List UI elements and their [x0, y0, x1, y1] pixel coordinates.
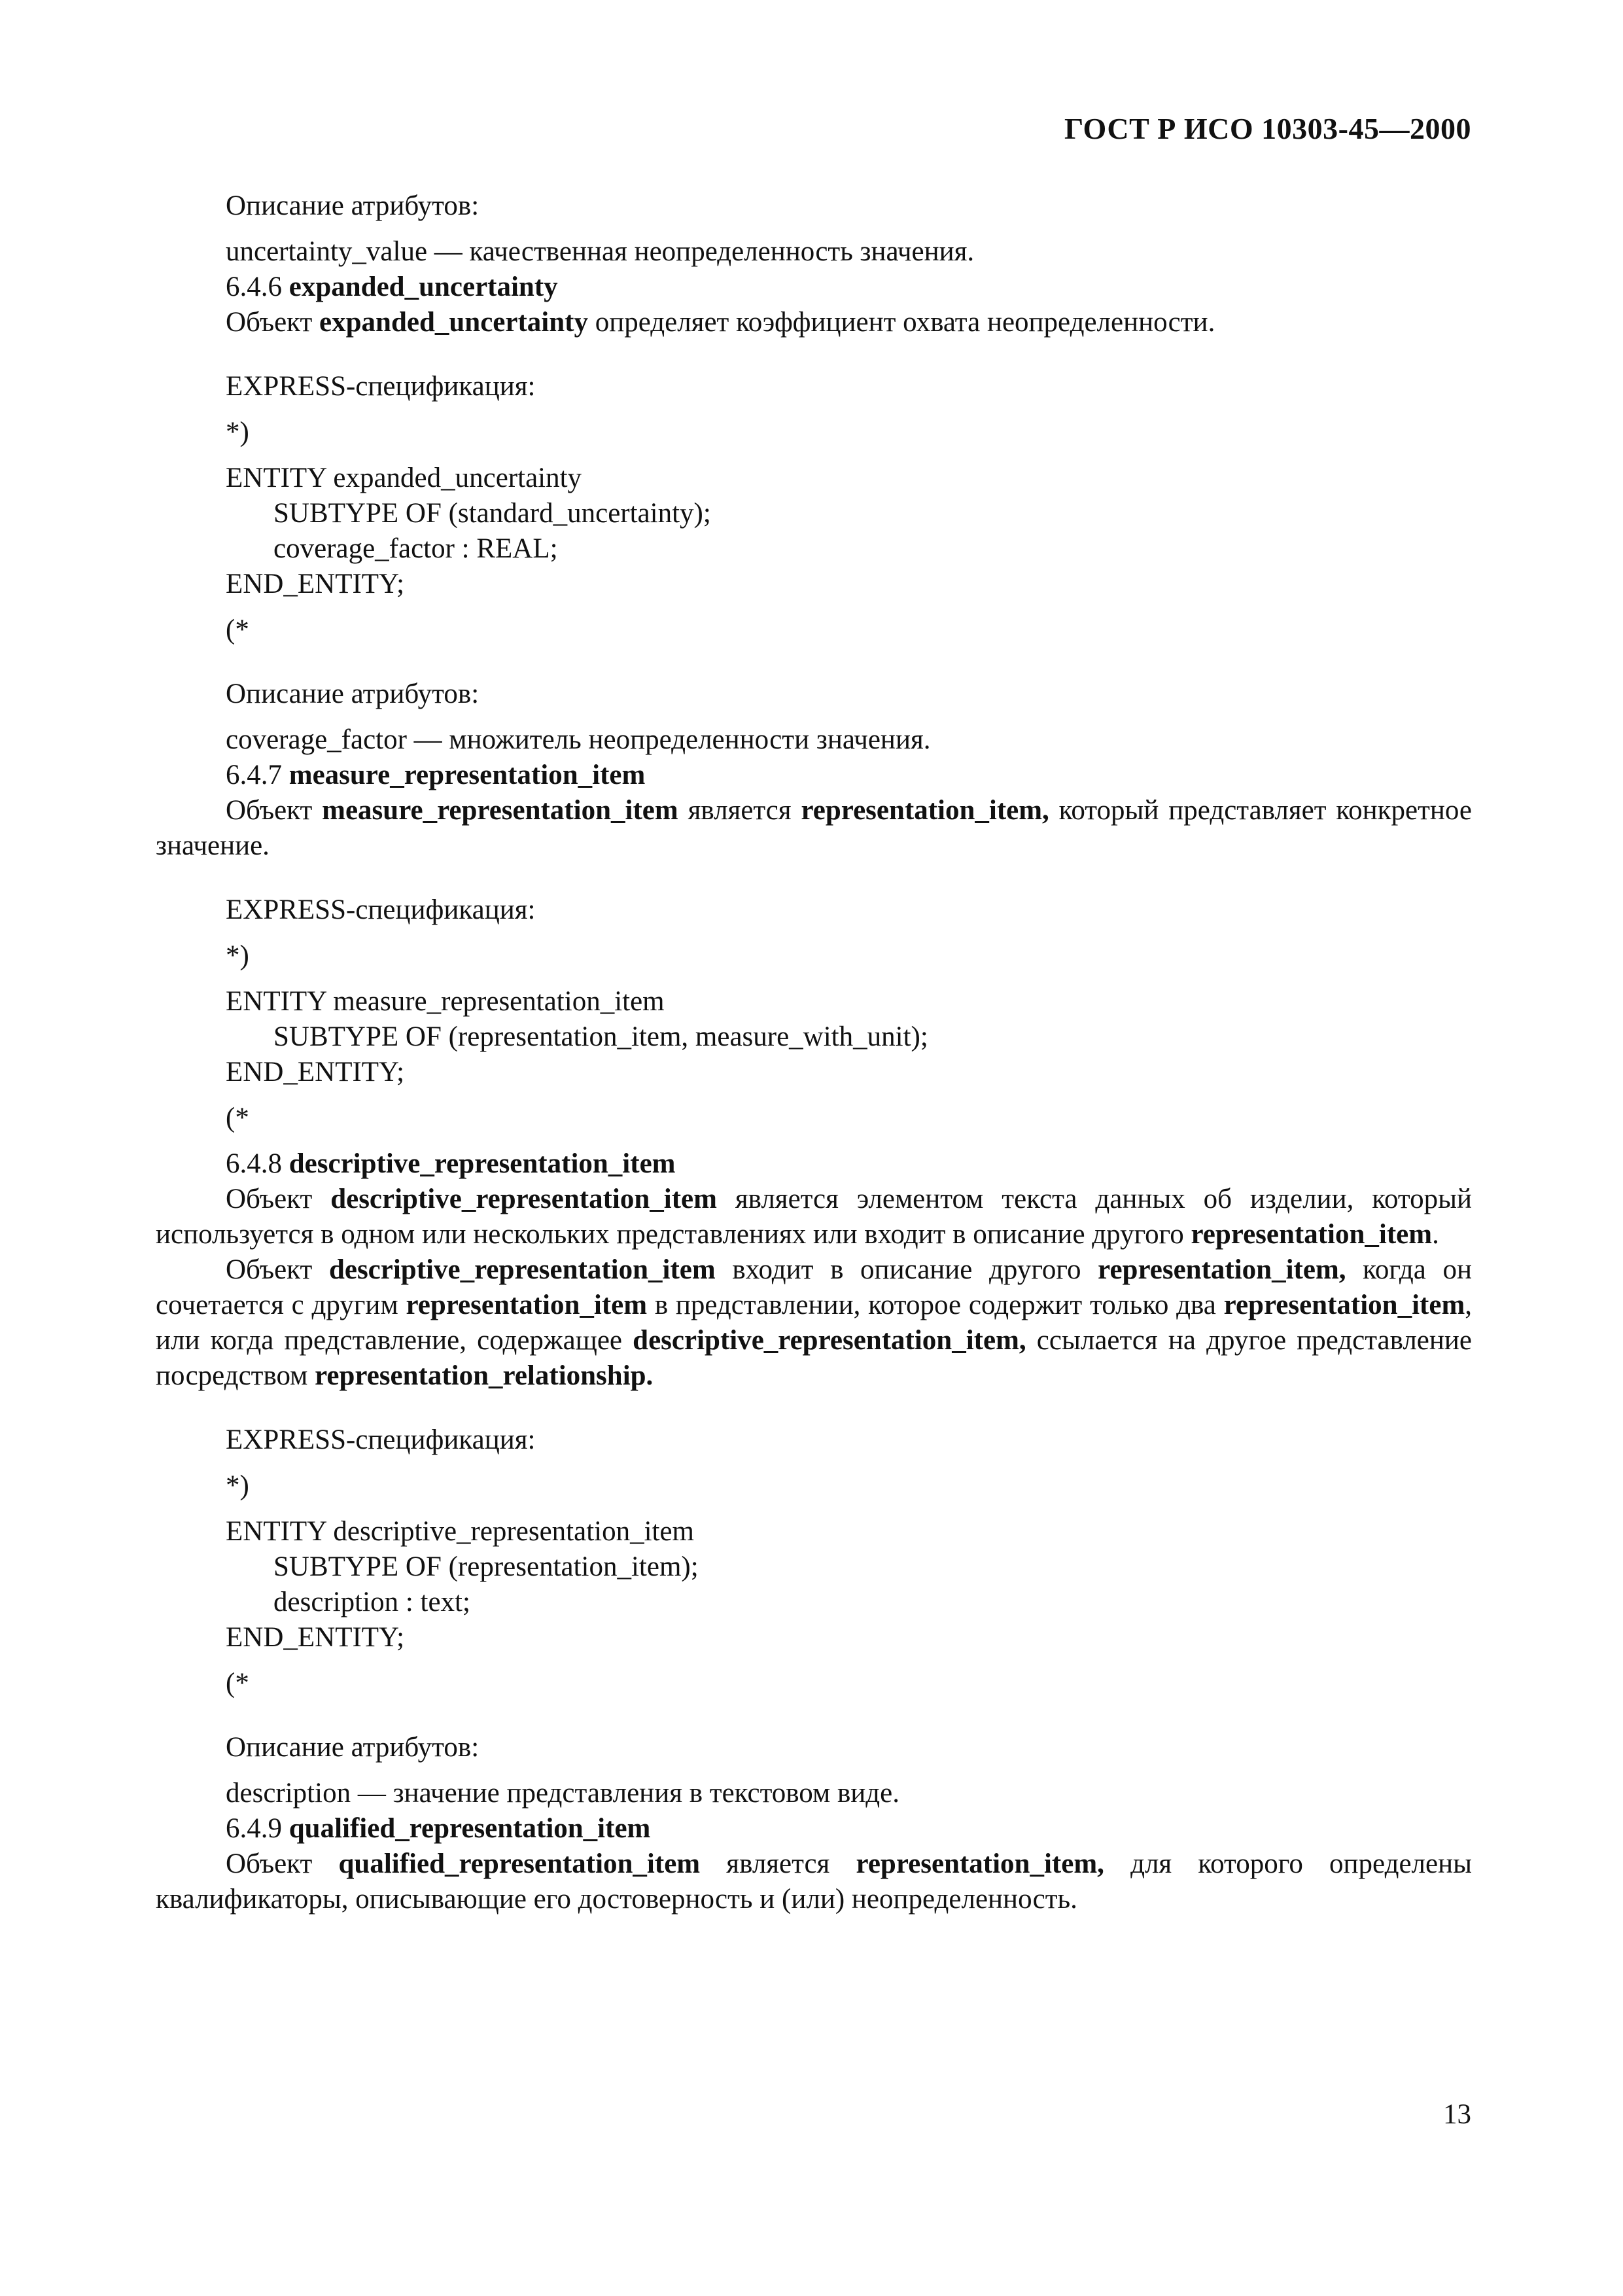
attribute-description: description — значение представления в текстовом виде. — [226, 1778, 899, 1809]
express-close: (* — [226, 1103, 249, 1133]
attribute-description-label: Описание атрибутов: — [226, 1732, 480, 1763]
express-open: *) — [226, 417, 249, 448]
section-paragraph-1: Объект descriptive_representation_item является элементом текста данных об изделии, который используется в одном или нескольких представлениях или входит в описание другого representation_item. — [156, 1184, 1472, 1250]
section-heading-6-4-7: 6.4.7 measure_representation_item — [226, 760, 646, 790]
express-open: *) — [226, 940, 249, 971]
express-open: *) — [226, 1470, 249, 1501]
express-attribute-line: description : text; — [273, 1587, 470, 1617]
attribute-description: uncertainty_value — качественная неопределенность значения. — [226, 236, 975, 267]
express-spec-label: EXPRESS-спецификация: — [226, 1424, 536, 1455]
document-header: ГОСТ Р ИСО 10303-45—2000 — [1064, 112, 1471, 145]
express-spec-label: EXPRESS-спецификация: — [226, 371, 536, 402]
section-description: Объект measure_representation_item является representation_item, который представляет конкретное значение. — [156, 795, 1472, 861]
express-entity-line: ENTITY measure_representation_item — [226, 986, 665, 1017]
page-number: 13 — [1443, 2099, 1471, 2130]
express-end-entity: END_ENTITY; — [226, 1057, 405, 1087]
express-attribute-line: coverage_factor : REAL; — [273, 533, 558, 564]
section-description: Объект qualified_representation_item является representation_item, для которого определены квалификаторы, описывающие его достоверность и (или) неопределенность. — [156, 1848, 1472, 1915]
express-end-entity: END_ENTITY; — [226, 1622, 405, 1653]
section-paragraph-2: Объект descriptive_representation_item входит в описание другого representation_item, когда он сочетается с другим representation_item в представлении, которое содержит только два representation_item, или когда представление, содержащее descriptive_representation_item, ссылается на другое представление посредством representation_relationship. — [156, 1254, 1473, 1391]
express-spec-label: EXPRESS-спецификация: — [226, 894, 536, 925]
attribute-description-label: Описание атрибутов: — [226, 679, 480, 709]
section-heading-6-4-8: 6.4.8 descriptive_representation_item — [226, 1148, 676, 1179]
express-end-entity: END_ENTITY; — [226, 569, 405, 599]
express-subtype-line: SUBTYPE OF (standard_uncertainty); — [273, 498, 711, 529]
attribute-description: coverage_factor — множитель неопределенности значения. — [226, 724, 931, 755]
express-subtype-line: SUBTYPE OF (representation_item, measure_with_unit); — [273, 1021, 928, 1052]
section-heading-6-4-9: 6.4.9 qualified_representation_item — [226, 1813, 651, 1844]
express-subtype-line: SUBTYPE OF (representation_item); — [273, 1551, 699, 1582]
express-entity-line: ENTITY expanded_uncertainty — [226, 463, 582, 493]
express-close: (* — [226, 614, 249, 645]
section-description: Объект expanded_uncertainty определяет коэффициент охвата неопределенности. — [226, 307, 1215, 338]
express-entity-line: ENTITY descriptive_representation_item — [226, 1516, 695, 1547]
document-body — [156, 188, 1472, 1917]
section-heading-6-4-6: 6.4.6 expanded_uncertainty — [226, 272, 558, 302]
express-close: (* — [226, 1668, 249, 1699]
attribute-description-label: Описание атрибутов: — [226, 190, 480, 221]
